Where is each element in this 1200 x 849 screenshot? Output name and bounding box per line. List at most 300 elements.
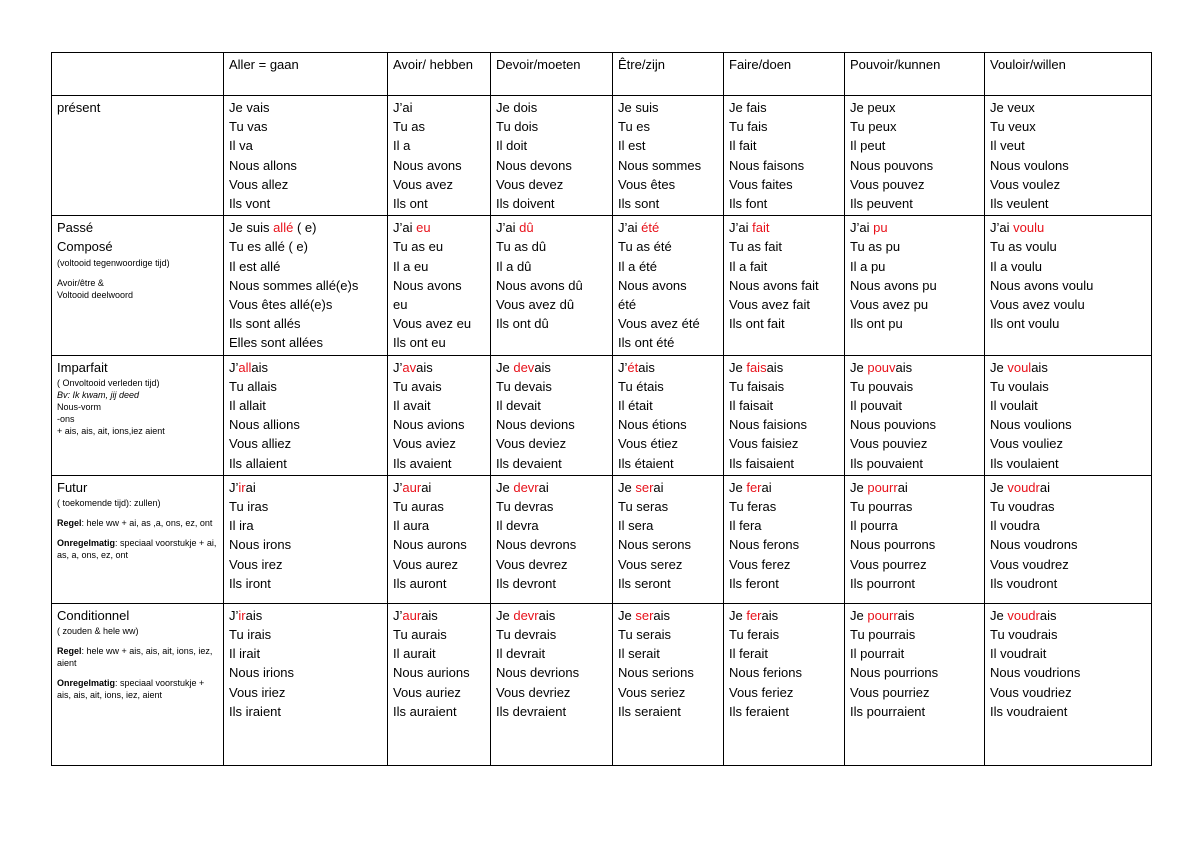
conjugation-text: Vous devriez (496, 684, 571, 700)
tense-row-futur (52, 475, 1152, 603)
conjugation-text: ai (538, 479, 549, 495)
conjugation-line (850, 516, 980, 535)
conjugation-text: Ils allaient (229, 455, 287, 471)
conjugation-line (850, 314, 980, 333)
conjugation-line (496, 497, 608, 516)
tense-note: + ais, ais, ait, ions,iez aient (57, 425, 165, 436)
conjugation-line (496, 535, 608, 554)
conjugation-line (618, 683, 719, 702)
conjugation-text: Il peut (850, 138, 886, 154)
label-gap (57, 529, 219, 537)
conjugation-line (229, 218, 383, 237)
conjugation-text: ais (416, 359, 433, 375)
conjugation-line (729, 702, 840, 721)
conjugation-text: Tu iras (229, 499, 269, 515)
conjugation-line (850, 358, 980, 377)
conjugation-text: Il aura (393, 518, 430, 534)
header-cell-faire (724, 53, 845, 96)
conjugation-text: Nous pourrons (850, 537, 936, 553)
conjugation-line (990, 237, 1147, 256)
conjugation-line (393, 555, 486, 574)
tense-note: Avoir/être & (57, 277, 104, 288)
conjugation-text: Il a fait (729, 258, 768, 274)
conjugation-line (393, 606, 486, 625)
conjugation-text: Je (618, 607, 636, 623)
conjugation-line (618, 535, 719, 554)
conjugation-line (990, 644, 1147, 663)
conjugation-line (229, 574, 383, 593)
conjugation-line (393, 175, 486, 194)
highlighted-stem: fer (746, 607, 762, 623)
conjugation-line (990, 535, 1147, 554)
conjugation-text: Je fais (729, 100, 767, 115)
conjugation-line (496, 237, 608, 256)
conjugation-line (496, 358, 608, 377)
conjugation-text: Elles sont allées (229, 335, 323, 351)
conjugation-line (850, 625, 980, 644)
conjugation-text: ais (766, 359, 784, 375)
conjugation-text: Il est allé (229, 258, 281, 274)
conjugation-text: Il devrait (496, 646, 546, 662)
conjugation-text: Tu veux (990, 119, 1036, 135)
conjugation-text: Vous vouliez (990, 436, 1063, 452)
conjugation-text: Ils étaient (618, 455, 674, 471)
highlighted-stem: ser (635, 479, 654, 495)
conjugation-text: Vous faisiez (729, 436, 799, 452)
conjugation-cell (224, 475, 388, 603)
conjugation-text: Tu as été (618, 239, 672, 255)
conjugation-line (393, 98, 486, 117)
conjugation-line (496, 625, 608, 644)
conjugation-text: Il était (618, 398, 653, 414)
conjugation-line (393, 644, 486, 663)
conjugation-text: Vous pouvez (850, 176, 925, 192)
header-label: Faire/doen (729, 57, 792, 72)
conjugation-cell (724, 603, 845, 765)
conjugation-line (393, 683, 486, 702)
conjugation-text: Nous ferions (729, 665, 802, 681)
conjugation-line (618, 574, 719, 593)
conjugation-text: Il est (618, 138, 646, 154)
conjugation-text: Je (990, 479, 1008, 495)
conjugation-line (729, 625, 840, 644)
label-gap (57, 509, 219, 517)
conjugation-line (618, 434, 719, 453)
conjugation-text: Nous avions (393, 417, 465, 433)
conjugation-line (618, 175, 719, 194)
conjugation-cell (388, 216, 491, 355)
conjugation-line (496, 276, 608, 295)
conjugation-text: ai (897, 479, 908, 495)
conjugation-text: ais (653, 607, 671, 623)
conjugation-line (990, 606, 1147, 625)
conjugation-text: Vous avez dû (496, 297, 575, 313)
conjugation-text: Il a eu (393, 258, 429, 274)
conjugation-text: Nous devrions (496, 665, 580, 681)
conjugation-text: Je (496, 359, 514, 375)
highlighted-stem: pouv (867, 359, 896, 375)
conjugation-text: Ils vont (229, 196, 271, 212)
conjugation-line (990, 415, 1147, 434)
conjugation-text: ais (897, 607, 915, 623)
conjugation-line (990, 516, 1147, 535)
note-keyword: Onregelmatig (57, 678, 116, 689)
conjugation-line (229, 377, 383, 396)
header-label: Avoir/ hebben (393, 57, 473, 72)
conjugation-line (229, 295, 383, 314)
conjugation-text: Nous sommes allé(e)s (229, 277, 359, 293)
conjugation-line (850, 237, 980, 256)
conjugation-text: Nous avons voulu (990, 277, 1094, 293)
conjugation-cell (491, 355, 613, 475)
conjugation-line (850, 454, 980, 473)
conjugation-text: Vous faites (729, 176, 793, 192)
header-cell-etre (613, 53, 724, 96)
header-cell-aller (224, 53, 388, 96)
conjugation-text: Il faisait (729, 398, 774, 414)
highlighted-stem: ét (627, 359, 639, 375)
conjugation-text: J’ai (496, 220, 520, 236)
conjugation-line (496, 194, 608, 213)
conjugation-text: Tu aurais (393, 627, 447, 643)
conjugation-text: Vous alliez (229, 436, 292, 452)
conjugation-line (729, 606, 840, 625)
conjugation-line (393, 314, 486, 333)
conjugation-line (229, 606, 383, 625)
highlighted-stem: all (238, 359, 252, 375)
conjugation-text: Vous auriez (393, 684, 461, 700)
conjugation-text: Vous feriez (729, 684, 794, 700)
tense-name: Imparfait (57, 359, 108, 375)
conjugation-line (496, 175, 608, 194)
header-cell-vouloir (985, 53, 1152, 96)
conjugation-line (618, 333, 719, 352)
conjugation-cell (613, 603, 724, 765)
conjugation-line (229, 497, 383, 516)
conjugation-line (496, 396, 608, 415)
conjugation-line (990, 555, 1147, 574)
conjugation-text: Tu es allé ( e) (229, 239, 308, 255)
conjugation-line (393, 497, 486, 516)
conjugation-text: Il fera (729, 518, 762, 534)
conjugation-line (618, 702, 719, 721)
conjugation-text: Nous serons (618, 537, 691, 553)
conjugation-line (393, 156, 486, 175)
conjugation-text: J’ai (393, 220, 417, 236)
tense-note (57, 517, 219, 529)
conjugation-text: J’ (229, 607, 239, 623)
conjugation-text: Il voudra (990, 518, 1040, 534)
conjugation-text: Il aurait (393, 646, 436, 662)
conjugation-line (393, 434, 486, 453)
conjugation-text: Il va (229, 138, 253, 154)
conjugation-text: Il avait (393, 398, 431, 414)
conjugation-cell (985, 96, 1152, 216)
conjugation-line (729, 156, 840, 175)
conjugation-text: Nous pouvons (850, 157, 934, 173)
conjugation-line (229, 156, 383, 175)
tense-label-cell (52, 603, 224, 765)
conjugation-text: Il ira (229, 518, 254, 534)
conjugation-text: Il devra (496, 518, 539, 534)
conjugation-text: J’ai (618, 220, 642, 236)
conjugation-text: Vous irez (229, 556, 283, 572)
conjugation-text: Nous voulons (990, 157, 1069, 173)
conjugation-line (729, 314, 840, 333)
conjugation-line (850, 175, 980, 194)
conjugation-line (496, 454, 608, 473)
conjugation-line (229, 434, 383, 453)
highlighted-stem: pourr (867, 607, 898, 623)
conjugation-line (229, 644, 383, 663)
conjugation-line (729, 497, 840, 516)
conjugation-text: Nous faisons (729, 157, 805, 173)
conjugation-line (618, 497, 719, 516)
conjugation-text: Il fait (729, 138, 757, 154)
conjugation-line (496, 295, 608, 314)
conjugation-cell (985, 216, 1152, 355)
conjugation-text: J’ (618, 359, 628, 375)
conjugation-line (618, 478, 719, 497)
conjugation-text: Ils peuvent (850, 196, 913, 212)
conjugation-line (618, 194, 719, 213)
conjugation-text: Ils pourraient (850, 703, 926, 719)
conjugation-line (618, 555, 719, 574)
conjugation-line (496, 314, 608, 333)
conjugation-line (618, 606, 719, 625)
conjugation-text: Nous serions (618, 665, 694, 681)
conjugation-text: Nous avons (393, 157, 462, 173)
conjugation-cell (845, 355, 985, 475)
conjugation-text: Ils voudraient (990, 703, 1068, 719)
conjugation-text: Nous voudrions (990, 665, 1081, 681)
conjugation-text: Ils auront (393, 575, 447, 591)
conjugation-text: J’ (229, 479, 239, 495)
conjugation-text: Vous pourriez (850, 684, 930, 700)
conjugation-text: Il a dû (496, 258, 532, 274)
conjugation-text: Ils iront (229, 575, 271, 591)
conjugation-line (229, 98, 383, 117)
conjugation-text: Nous allions (229, 417, 300, 433)
conjugation-line (990, 358, 1147, 377)
conjugation-text: Ils ont (393, 196, 428, 212)
conjugation-text: Ils font (729, 196, 768, 212)
conjugation-line (850, 574, 980, 593)
conjugation-line (850, 702, 980, 721)
conjugation-line (229, 663, 383, 682)
conjugation-text: Je suis (229, 220, 274, 236)
conjugation-text: Tu allais (229, 378, 277, 394)
tense-note: Nous-vorm (57, 401, 102, 412)
conjugation-text: Il pourra (850, 518, 898, 534)
conjugation-text: Tu pourrais (850, 627, 916, 643)
tense-note: ( toekomende tijd): zullen) (57, 498, 161, 509)
tense-note (57, 677, 219, 701)
conjugation-line (729, 663, 840, 682)
conjugation-line (496, 218, 608, 237)
conjugation-line (990, 625, 1147, 644)
conjugation-line (496, 555, 608, 574)
conjugation-text: ai (1039, 479, 1050, 495)
conjugation-line (729, 276, 840, 295)
conjugation-text: Vous ferez (729, 556, 791, 572)
conjugation-line (229, 333, 383, 352)
tense-note: ( Onvoltooid verleden tijd) (57, 377, 160, 388)
conjugation-text: Ils voudront (990, 575, 1058, 591)
conjugation-line (850, 218, 980, 237)
conjugation-text: Ils auraient (393, 703, 457, 719)
conjugation-text: Tu devras (496, 499, 554, 515)
note-keyword: Onregelmatig (57, 538, 116, 549)
conjugation-text: Vous pouviez (850, 436, 928, 452)
conjugation-line (496, 156, 608, 175)
conjugation-text: Nous allons (229, 157, 297, 173)
conjugation-cell (388, 475, 491, 603)
conjugation-text: Vous avez (393, 176, 453, 192)
conjugation-text: Il veut (990, 138, 1025, 154)
conjugation-cell (491, 96, 613, 216)
conjugation-text: Vous étiez (618, 436, 678, 452)
conjugation-line (618, 454, 719, 473)
conjugation-cell (224, 355, 388, 475)
conjugation-line (990, 478, 1147, 497)
tense-row-conditionnel (52, 603, 1152, 765)
conjugation-line (990, 117, 1147, 136)
conjugation-line (496, 516, 608, 535)
conjugation-text: Il devait (496, 398, 541, 414)
conjugation-line (729, 98, 840, 117)
highlighted-stem: av (402, 359, 417, 375)
conjugation-cell (388, 355, 491, 475)
highlighted-stem: ser (635, 607, 654, 623)
conjugation-line (229, 136, 383, 155)
conjugation-cell (845, 96, 985, 216)
conjugation-line (850, 136, 980, 155)
conjugation-line (990, 454, 1147, 473)
conjugation-line (618, 377, 719, 396)
conjugation-line (229, 702, 383, 721)
conjugation-line (618, 98, 719, 117)
conjugation-line (729, 415, 840, 434)
conjugation-text: Il ferait (729, 646, 769, 662)
conjugation-text: Ils voulaient (990, 455, 1059, 471)
conjugation-line (729, 535, 840, 554)
conjugation-text: ais (761, 607, 779, 623)
conjugation-text: Je (496, 479, 514, 495)
conjugation-text: Vous voudriez (990, 684, 1072, 700)
conjugation-line (618, 625, 719, 644)
conjugation-text: Ils devront (496, 575, 556, 591)
tense-name: Conditionnel (57, 607, 130, 623)
conjugation-text: Tu pourras (850, 499, 913, 515)
conjugation-text: ais (895, 359, 913, 375)
conjugation-text: Nous aurons (393, 537, 467, 553)
conjugation-text: ais (421, 607, 438, 623)
conjugation-line (618, 276, 719, 295)
conjugation-line (393, 396, 486, 415)
conjugation-line (729, 396, 840, 415)
conjugation-cell (724, 475, 845, 603)
conjugation-text: Vous avez voulu (990, 297, 1085, 313)
conjugation-text: Vous aviez (393, 436, 456, 452)
conjugation-line (393, 333, 486, 352)
conjugation-text: Tu dois (496, 119, 539, 135)
conjugation-cell (845, 475, 985, 603)
conjugation-cell (613, 96, 724, 216)
conjugation-text: Vous avez fait (729, 297, 810, 313)
conjugation-cell (388, 96, 491, 216)
conjugation-line (729, 644, 840, 663)
conjugation-text: Nous faisions (729, 417, 808, 433)
conjugation-line (850, 535, 980, 554)
conjugation-line (618, 136, 719, 155)
conjugation-line (850, 606, 980, 625)
highlighted-stem: dev (513, 359, 535, 375)
note-keyword: Regel (57, 646, 82, 657)
conjugation-text: Il pouvait (850, 398, 903, 414)
tense-note: (voltooid tegenwoordige tijd) (57, 257, 170, 268)
conjugation-line (990, 98, 1147, 117)
conjugation-text: ais (251, 359, 269, 375)
tense-note: -ons (57, 413, 75, 424)
conjugation-cell (224, 603, 388, 765)
tense-row-present (52, 96, 1152, 216)
conjugation-text: Tu irais (229, 627, 272, 643)
conjugation-text: Vous serez (618, 556, 683, 572)
conjugation-line (618, 516, 719, 535)
conjugation-text: Ils iraient (229, 703, 282, 719)
conjugation-line (618, 295, 719, 314)
conjugation-text: ais (245, 607, 263, 623)
conjugation-line (496, 574, 608, 593)
note-text: : speciaal voorstukje + ais, ais, ait, ions, iez, aient (57, 678, 205, 701)
conjugation-line (229, 415, 383, 434)
conjugation-cell (224, 216, 388, 355)
conjugation-text: Nous irons (229, 537, 292, 553)
conjugation-text: Ils avaient (393, 455, 452, 471)
conjugation-text: ai (245, 479, 256, 495)
conjugation-line (618, 117, 719, 136)
conjugation-line (229, 625, 383, 644)
conjugation-text: Nous devrons (496, 537, 577, 553)
conjugation-line (729, 377, 840, 396)
conjugation-text: Ils ont voulu (990, 316, 1060, 332)
conjugation-line (850, 377, 980, 396)
conjugation-text: Il voudrait (990, 646, 1047, 662)
conjugation-line (393, 478, 486, 497)
conjugation-line (850, 396, 980, 415)
conjugation-line (850, 257, 980, 276)
conjugation-line (729, 175, 840, 194)
conjugation-text: Il sera (618, 518, 654, 534)
conjugation-text: Tu vas (229, 119, 268, 135)
conjugation-line (496, 702, 608, 721)
highlighted-stem: fer (746, 479, 762, 495)
tense-note: ( zouden & hele ww) (57, 626, 139, 637)
conjugation-cell (724, 96, 845, 216)
header-row (52, 53, 1152, 96)
conjugation-line (990, 218, 1147, 237)
conjugation-text: Nous ferons (729, 537, 800, 553)
highlighted-stem: eu (416, 220, 431, 236)
conjugation-text: Ils seront (618, 575, 671, 591)
conjugation-line (618, 237, 719, 256)
conjugation-text: Tu ferais (729, 627, 780, 643)
header-cell-empty (52, 53, 224, 96)
conjugation-line (850, 117, 980, 136)
conjugation-line (729, 434, 840, 453)
conjugation-text: Vous deviez (496, 436, 567, 452)
